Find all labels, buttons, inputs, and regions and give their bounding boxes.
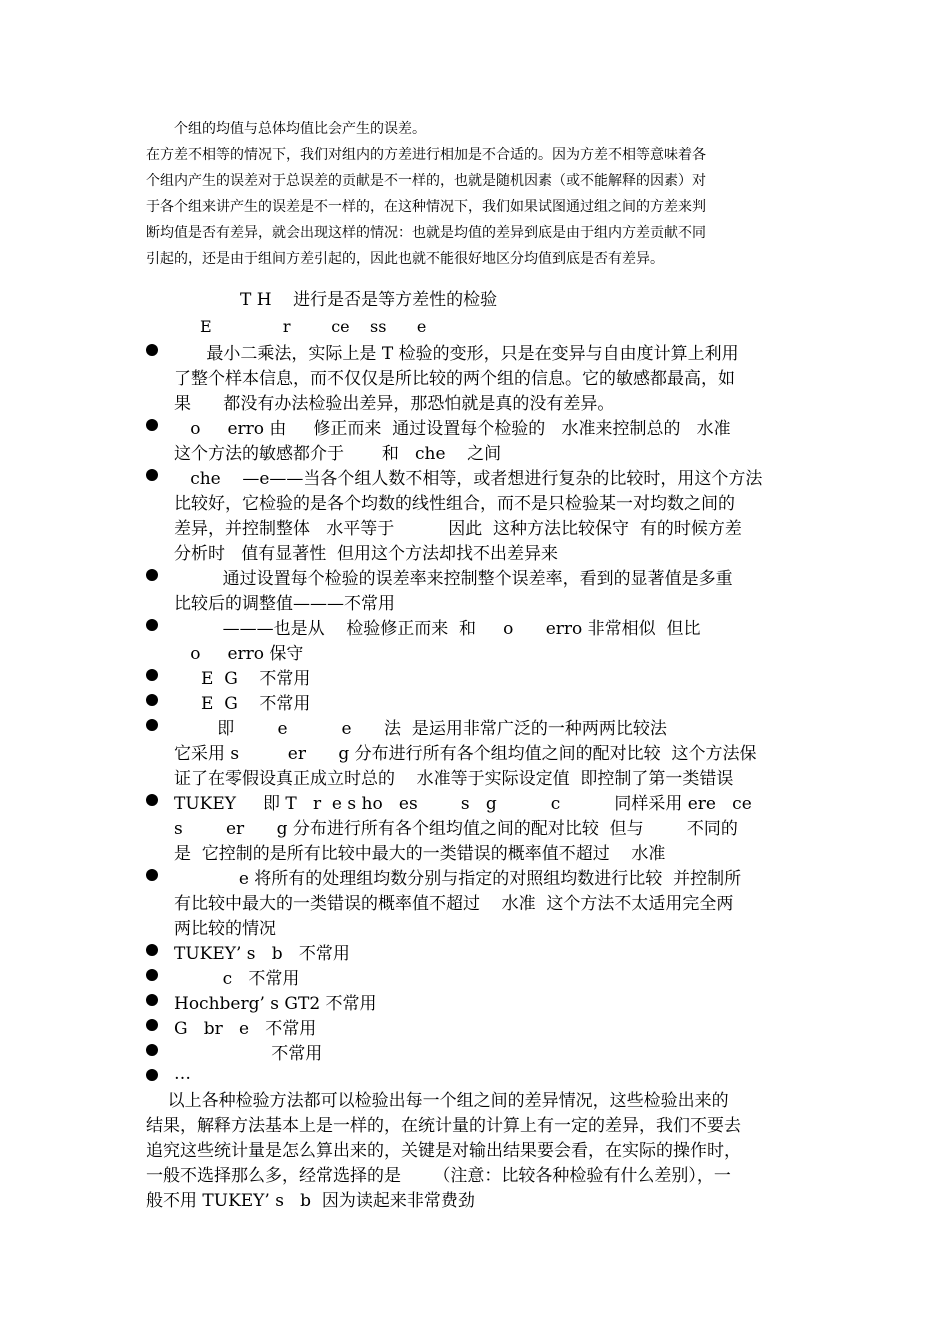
list-item-line: 这个方法的敏感都介于 和 che 之间 <box>174 444 502 464</box>
intro-line: 引起的，还是由于组间方差引起的，因此也就不能很好地区分均值到底是否有差异。 <box>146 251 664 267</box>
bullet-icon <box>146 1019 158 1031</box>
bullet-icon <box>146 719 158 731</box>
list-item-line: Hochberg’ s GT2 不常用 <box>174 994 377 1014</box>
bullet-icon <box>146 794 158 806</box>
list-item-line: 不常用 <box>174 1044 323 1064</box>
bullet-icon <box>146 994 158 1006</box>
outro-line: 一般不选择那么多，经常选择的是 （注意：比较各种检验有什么差别），一 <box>146 1166 731 1186</box>
bullet-icon <box>146 694 158 706</box>
bullet-icon <box>146 944 158 956</box>
list-item-line: 它采用 s er g 分布进行所有各个组均值之间的配对比较 这个方法保 <box>174 744 757 764</box>
list-item-line: 是 它控制的是所有比较中最大的一类错误的概率值不超过 水准 <box>174 844 666 864</box>
list-item-line: … <box>174 1064 191 1084</box>
outro-line: 追究这些统计量是怎么算出来的，关键是对输出结果要会看，在实际的操作时， <box>146 1141 741 1161</box>
bullet-icon <box>146 469 158 481</box>
list-item-line: G br e 不常用 <box>174 1019 317 1039</box>
list-item-line: E G 不常用 <box>174 694 311 714</box>
list-item-line: ———也是从 检验修正而来 和 o erro 非常相似 但比 <box>174 619 701 639</box>
outro-line: 以上各种检验方法都可以检验出每一个组之间的差异情况，这些检验出来的 <box>146 1091 729 1111</box>
intro-line: 个组的均值与总体均值比会产生的误差。 <box>174 121 426 137</box>
list-item-line: TUKEY’ s b 不常用 <box>174 944 350 964</box>
intro-line: 在方差不相等的情况下，我们对组内的方差进行相加是不合适的。因为方差不相等意味着各 <box>146 147 706 163</box>
list-item-line: o erro 保守 <box>174 644 304 664</box>
list-item-line: 差异，并控制整体 水平等于 因此 这种方法比较保守 有的时候方差 <box>174 519 742 539</box>
list-item-line: 通过设置每个检验的误差率来控制整个误差率，看到的显著值是多重 <box>174 569 733 589</box>
outro-line: 结果，解释方法基本上是一样的，在统计量的计算上有一定的差异，我们不要去 <box>146 1116 741 1136</box>
list-item-line: 比较后的调整值———不常用 <box>174 594 395 614</box>
bullet-icon <box>146 969 158 981</box>
bullet-icon <box>146 344 158 356</box>
list-item-line: c 不常用 <box>174 969 300 989</box>
bullet-icon <box>146 1044 158 1056</box>
intro-line: 断均值是否有差异，就会出现这样的情况：也就是均值的差异到底是由于组内方差贡献不同 <box>146 225 706 241</box>
bullet-icon <box>146 869 158 881</box>
list-item-line: 证了在零假设真正成立时总的 水准等于实际设定值 即控制了第一类错误 <box>174 769 734 789</box>
bullet-icon <box>146 669 158 681</box>
list-item-line: 即 e e 法 是运用非常广泛的一种两两比较法 <box>174 719 667 739</box>
section-subheading: E r ce ss e <box>200 317 427 336</box>
list-item-line: E G 不常用 <box>174 669 311 689</box>
list-item-line: o erro 由 修正而来 通过设置每个检验的 水准来控制总的 水准 <box>174 419 731 439</box>
list-item-line: 了整个样本信息，而不仅仅是所比较的两个组的信息。它的敏感都最高，如 <box>174 369 735 389</box>
section-heading: T H 进行是否是等方差性的检验 <box>240 290 498 310</box>
outro-line: 般不用 TUKEY’ s b 因为读起来非常费劲 <box>146 1191 475 1211</box>
list-item-line: 分析时 值有显著性 但用这个方法却找不出差异来 <box>174 544 559 564</box>
bullet-icon <box>146 419 158 431</box>
list-item-line: TUKEY 即 T r e s ho es s g c 同样采用 ere ce <box>174 794 752 814</box>
bullet-icon <box>146 619 158 631</box>
list-item-line: s er g 分布进行所有各个组均值之间的配对比较 但与 不同的 <box>174 819 738 839</box>
list-item-line: che —e——当各个组人数不相等，或者想进行复杂的比较时，用这个方法 <box>174 469 763 489</box>
list-item-line: 果 都没有办法检验出差异，那恐怕就是真的没有差异。 <box>174 394 615 414</box>
intro-line: 于各个组来讲产生的误差是不一样的，在这种情况下，我们如果试图通过组之间的方差来判 <box>146 199 706 215</box>
list-item-line: 两比较的情况 <box>174 919 276 939</box>
bullet-icon <box>146 569 158 581</box>
intro-line: 个组内产生的误差对于总误差的贡献是不一样的，也就是随机因素（或不能解释的因素）对 <box>146 173 706 189</box>
list-item-line: e 将所有的处理组均数分别与指定的对照组均数进行比较 并控制所 <box>174 869 742 889</box>
list-item-line: 比较好，它检验的是各个均数的线性组合，而不是只检验某一对均数之间的 <box>174 494 735 514</box>
list-item-line: 最小二乘法，实际上是 T 检验的变形，只是在变异与自由度计算上利用 <box>174 344 739 364</box>
list-item-line: 有比较中最大的一类错误的概率值不超过 水准 这个方法不太适用完全两 <box>174 894 734 914</box>
bullet-icon <box>146 1069 158 1081</box>
